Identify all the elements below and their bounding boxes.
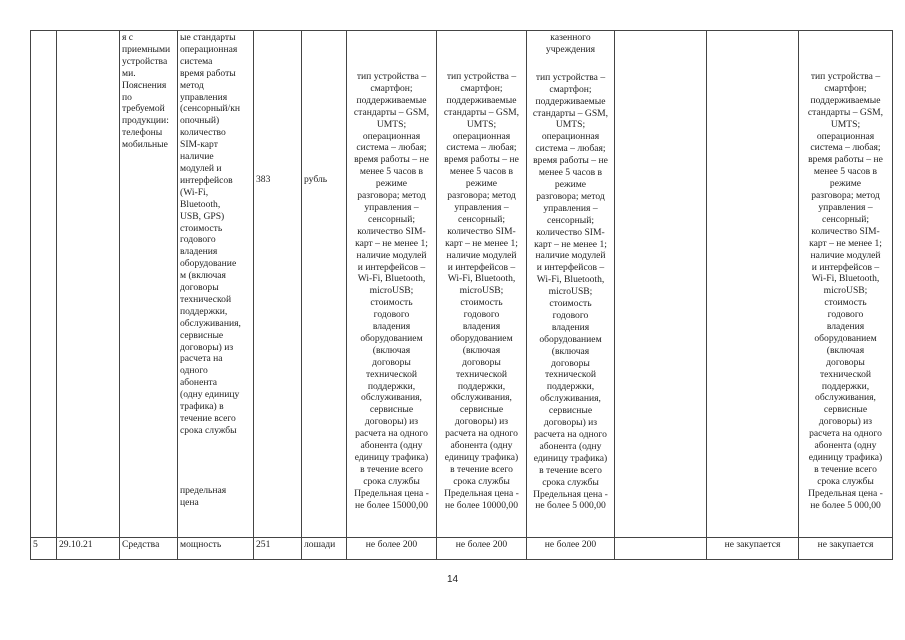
spec-text-2: тип устройства – смартфон; поддерживаемые стандарты – GSM, UMTS; операционная система – любая; время работы – не менее 5 часов в режиме разговора; метод управления – сенсорный; количество SIM- карт – не менее 1; наличие модулей и интерфейсов – Wi-Fi, Bluetooth, microUSB; стоимость годового владения оборудованием (включая договоры технической поддержки, обслуживания, сервисные договоры) из расчета на одного абонента (одну единицу трафика) в течение всего срока службы — [443, 71, 520, 487]
cell-spec-1 — [347, 31, 437, 538]
cell-value-1: не более 200 — [347, 538, 437, 560]
price-2: Предельная цена - не более 10000,00 — [444, 487, 519, 511]
cell-value-4 — [615, 538, 707, 560]
table-row — [31, 538, 893, 560]
cell-name: я с приемными устройства ми. Пояснения по требуемой продукции: телефоны мобильные — [120, 31, 178, 538]
cell-num: 5 — [31, 538, 57, 560]
cell-characteristics — [178, 31, 254, 538]
cell-date — [57, 31, 120, 538]
cell-characteristics: мощность — [178, 538, 254, 560]
cell-spec-2 — [437, 31, 527, 538]
cell-value-5: не закупается — [707, 538, 799, 560]
cell-spec-4 — [799, 31, 893, 538]
cell-code: 251 — [254, 538, 302, 560]
cell-date: 29.10.21 — [57, 538, 120, 560]
cell-empty-2 — [707, 31, 799, 538]
cell-value-2: не более 200 — [437, 538, 527, 560]
table-row — [31, 31, 893, 538]
cell-spec-3 — [527, 31, 615, 538]
spec-text-4: тип устройства – смартфон; поддерживаемые стандарты – GSM, UMTS; операционная система – любая; время работы – не менее 5 часов в режиме разговора; метод управления – сенсорный; количество SIM- карт – не менее 1; наличие модулей и интерфейсов – Wi-Fi, Bluetooth, microUSB; стоимость годового владения оборудованием (включая договоры технической поддержки, обслуживания, сервисные договоры) из расчета на одного абонента (одну единицу трафика) в течение всего срока службы — [807, 71, 884, 487]
spec-text-1: тип устройства – смартфон; поддерживаемые стандарты – GSM, UMTS; операционная система – любая; время работы – не менее 5 часов в режиме разговора; метод управления – сенсорный; количество SIM- карт – не менее 1; наличие модулей и интерфейсов – Wi-Fi, Bluetooth, microUSB; стоимость годового владения оборудованием (включая договоры технической поддержки, обслуживания, сервисные договоры) из расчета на одного абонента (одну единицу трафика) в течение всего срока службы — [353, 71, 430, 487]
cell-value-6: не закупается — [799, 538, 893, 560]
cell-num — [31, 31, 57, 538]
cell-code — [254, 31, 302, 538]
char-top-text: ые стандарты операционная система — [180, 32, 238, 67]
procurement-table — [30, 30, 893, 560]
page-number: 14 — [446, 574, 459, 585]
char-main-text: время работы метод управления (сенсорный/кн опочный) количество SIM-карт наличие модулей и интерфейсов (Wi-Fi, Bluetooth, USB, GPS) стоимость годового владения оборудование м (включая договоры технической поддержки, обслуживания, сервисные договоры) из расчета на одного абонента (одну единицу трафика) в течение всего срока службы — [180, 67, 241, 436]
char-bottom-text: предельная цена — [180, 484, 227, 508]
cell-value-3: не более 200 — [527, 538, 615, 560]
price-4: Предельная цена - не более 5 000,00 — [808, 487, 883, 511]
price-1: Предельная цена - не более 15000,00 — [354, 487, 429, 511]
cell-unit — [302, 31, 347, 538]
unit-value: рубль — [304, 174, 328, 185]
institution-text: казенного учреждения — [545, 32, 596, 55]
cell-unit: лошади — [302, 538, 347, 560]
cell-name: Средства — [120, 538, 178, 560]
spec-text-3: тип устройства – смартфон; поддерживаемые стандарты – GSM, UMTS; операционная система – любая; время работы – не менее 5 часов в режиме разговора; метод управления – сенсорный; количество SIM- карт – не менее 1; наличие модулей и интерфейсов – Wi-Fi, Bluetooth, microUSB; стоимость годового владения оборудованием (включая договоры технической поддержки, обслуживания, сервисные договоры) из расчета на одного абонента (одну единицу трафика) в течение всего срока службы — [532, 71, 609, 488]
cell-empty-1 — [615, 31, 707, 538]
price-3: Предельная цена - не более 5 000,00 — [533, 488, 608, 512]
code-value: 383 — [256, 174, 271, 185]
